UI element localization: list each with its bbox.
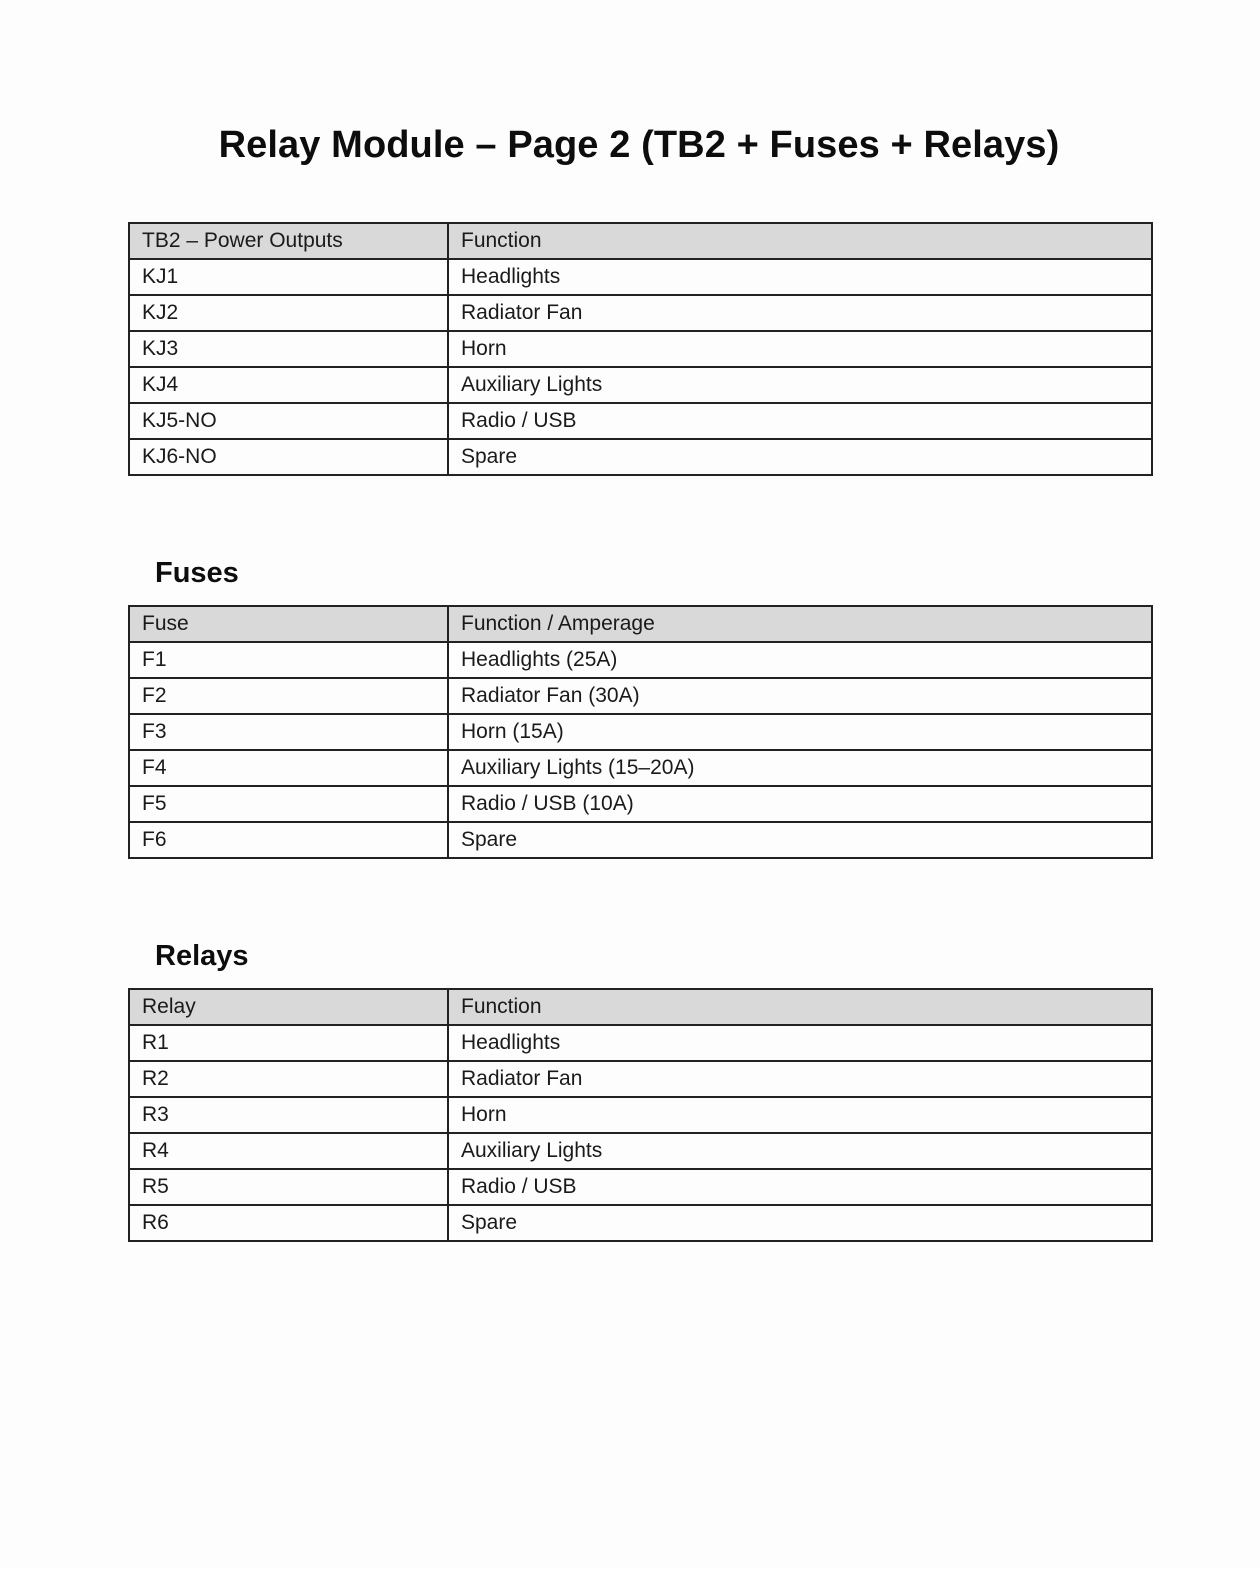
function-cell: Radiator Fan bbox=[448, 1061, 1152, 1097]
function-cell: Headlights bbox=[448, 259, 1152, 295]
function-cell: Horn bbox=[448, 331, 1152, 367]
tb2-power-outputs-table bbox=[128, 222, 1153, 476]
column-header: Function bbox=[448, 223, 1152, 259]
table-row bbox=[129, 439, 1152, 475]
function-cell: Radiator Fan bbox=[448, 295, 1152, 331]
table-header-row bbox=[129, 606, 1152, 642]
function-cell: Radiator Fan (30A) bbox=[448, 678, 1152, 714]
relay-cell: R1 bbox=[129, 1025, 448, 1061]
terminal-cell: KJ4 bbox=[129, 367, 448, 403]
table-row bbox=[129, 367, 1152, 403]
table-row bbox=[129, 642, 1152, 678]
table-row bbox=[129, 822, 1152, 858]
table-row bbox=[129, 1205, 1152, 1241]
table-row bbox=[129, 259, 1152, 295]
relay-cell: R3 bbox=[129, 1097, 448, 1133]
function-cell: Horn (15A) bbox=[448, 714, 1152, 750]
column-header: Function / Amperage bbox=[448, 606, 1152, 642]
relay-cell: R2 bbox=[129, 1061, 448, 1097]
table-row bbox=[129, 403, 1152, 439]
column-header: TB2 – Power Outputs bbox=[129, 223, 448, 259]
function-cell: Radio / USB bbox=[448, 1169, 1152, 1205]
table-row bbox=[129, 1061, 1152, 1097]
page-title: Relay Module – Page 2 (TB2 + Fuses + Relays) bbox=[218, 124, 1060, 166]
table-row bbox=[129, 786, 1152, 822]
relay-cell: R5 bbox=[129, 1169, 448, 1205]
relays-heading: Relays bbox=[155, 940, 249, 972]
table-row bbox=[129, 678, 1152, 714]
table-row bbox=[129, 295, 1152, 331]
fuse-cell: F3 bbox=[129, 714, 448, 750]
function-cell: Auxiliary Lights (15–20A) bbox=[448, 750, 1152, 786]
function-cell: Radio / USB (10A) bbox=[448, 786, 1152, 822]
function-cell: Headlights (25A) bbox=[448, 642, 1152, 678]
column-header: Relay bbox=[129, 989, 448, 1025]
table-row bbox=[129, 750, 1152, 786]
table-row bbox=[129, 331, 1152, 367]
fuse-cell: F2 bbox=[129, 678, 448, 714]
table-row bbox=[129, 1169, 1152, 1205]
column-header: Fuse bbox=[129, 606, 448, 642]
table-row bbox=[129, 1025, 1152, 1061]
terminal-cell: KJ2 bbox=[129, 295, 448, 331]
fuse-cell: F6 bbox=[129, 822, 448, 858]
table-row bbox=[129, 1097, 1152, 1133]
fuse-cell: F1 bbox=[129, 642, 448, 678]
terminal-cell: KJ6-NO bbox=[129, 439, 448, 475]
fuse-cell: F5 bbox=[129, 786, 448, 822]
fuses-table bbox=[128, 605, 1153, 859]
relays-table bbox=[128, 988, 1153, 1242]
table-header-row bbox=[129, 223, 1152, 259]
table-header-row bbox=[129, 989, 1152, 1025]
function-cell: Spare bbox=[448, 439, 1152, 475]
function-cell: Spare bbox=[448, 822, 1152, 858]
function-cell: Auxiliary Lights bbox=[448, 367, 1152, 403]
fuses-heading: Fuses bbox=[155, 557, 239, 589]
fuse-cell: F4 bbox=[129, 750, 448, 786]
function-cell: Spare bbox=[448, 1205, 1152, 1241]
column-header: Function bbox=[448, 989, 1152, 1025]
function-cell: Headlights bbox=[448, 1025, 1152, 1061]
function-cell: Horn bbox=[448, 1097, 1152, 1133]
table-row bbox=[129, 714, 1152, 750]
table-row bbox=[129, 1133, 1152, 1169]
relay-cell: R6 bbox=[129, 1205, 448, 1241]
function-cell: Radio / USB bbox=[448, 403, 1152, 439]
terminal-cell: KJ5-NO bbox=[129, 403, 448, 439]
terminal-cell: KJ3 bbox=[129, 331, 448, 367]
relay-cell: R4 bbox=[129, 1133, 448, 1169]
function-cell: Auxiliary Lights bbox=[448, 1133, 1152, 1169]
terminal-cell: KJ1 bbox=[129, 259, 448, 295]
